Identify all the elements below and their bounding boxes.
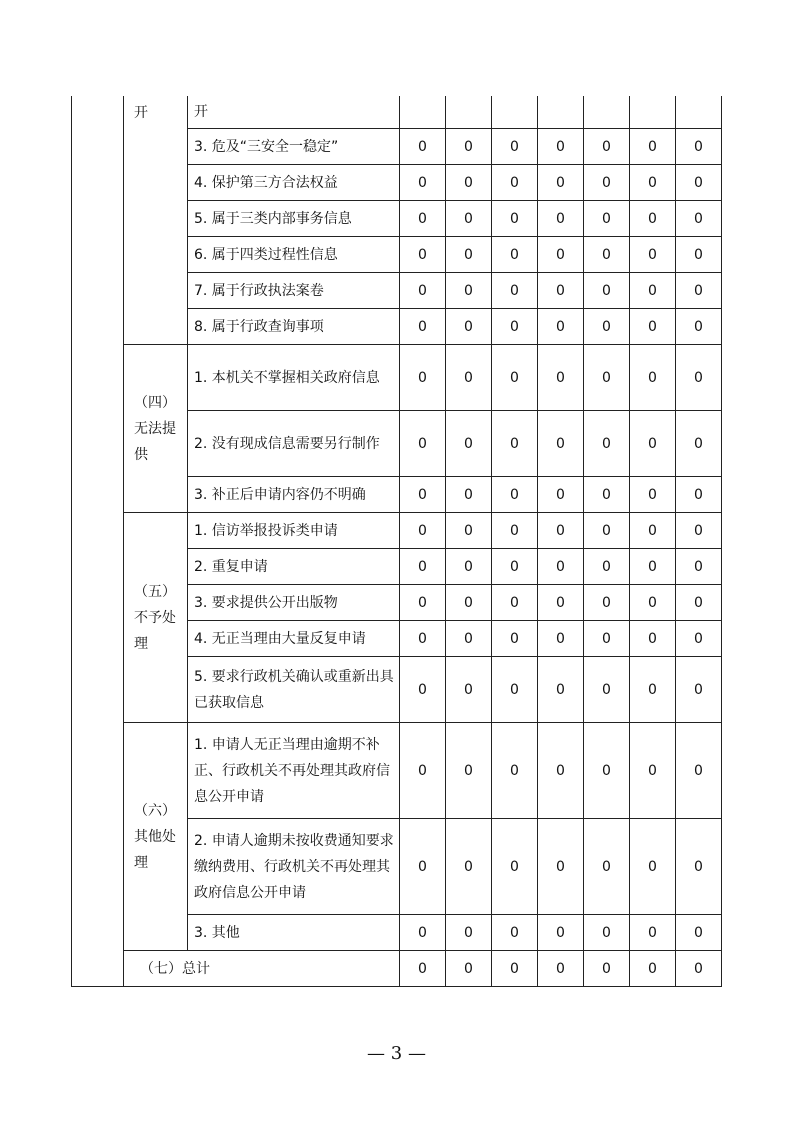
- value-cell: 0: [538, 621, 584, 657]
- value-cell: 0: [492, 723, 538, 819]
- value-cell: 0: [630, 915, 676, 951]
- value-cell: 0: [538, 309, 584, 345]
- item-label: 5. 属于三类内部事务信息: [188, 201, 400, 237]
- value-cell: 0: [538, 513, 584, 549]
- item-label: 1. 信访举报投诉类申请: [188, 513, 400, 549]
- table-row: [72, 951, 722, 987]
- value-cell: 0: [538, 951, 584, 987]
- table-row: [72, 96, 722, 129]
- value-cell: 0: [584, 549, 630, 585]
- value-cell: [538, 96, 584, 129]
- value-cell: 0: [630, 165, 676, 201]
- value-cell: 0: [584, 165, 630, 201]
- value-cell: 0: [400, 585, 446, 621]
- item-label: 开: [188, 96, 400, 129]
- value-cell: 0: [630, 411, 676, 477]
- value-cell: 0: [676, 819, 722, 915]
- value-cell: 0: [492, 477, 538, 513]
- value-cell: 0: [492, 201, 538, 237]
- value-cell: 0: [630, 621, 676, 657]
- value-cell: 0: [538, 345, 584, 411]
- item-label: 4. 保护第三方合法权益: [188, 165, 400, 201]
- item-label: 1. 申请人无正当理由逾期不补正、行政机关不再处理其政府信息公开申请: [188, 723, 400, 819]
- value-cell: 0: [400, 165, 446, 201]
- value-cell: 0: [538, 915, 584, 951]
- value-cell: 0: [584, 723, 630, 819]
- value-cell: 0: [446, 819, 492, 915]
- value-cell: 0: [630, 201, 676, 237]
- value-cell: 0: [400, 621, 446, 657]
- value-cell: 0: [584, 585, 630, 621]
- value-cell: 0: [492, 585, 538, 621]
- value-cell: 0: [538, 549, 584, 585]
- value-cell: 0: [676, 477, 722, 513]
- value-cell: 0: [584, 915, 630, 951]
- value-cell: 0: [630, 549, 676, 585]
- value-cell: 0: [584, 819, 630, 915]
- value-cell: 0: [630, 819, 676, 915]
- value-cell: 0: [446, 513, 492, 549]
- value-cell: 0: [584, 309, 630, 345]
- value-cell: 0: [492, 345, 538, 411]
- value-cell: 0: [400, 513, 446, 549]
- category-cell: （五）不予处理: [124, 513, 188, 723]
- value-cell: 0: [492, 819, 538, 915]
- value-cell: 0: [676, 237, 722, 273]
- value-cell: 0: [538, 129, 584, 165]
- value-cell: 0: [584, 657, 630, 723]
- value-cell: [676, 96, 722, 129]
- value-cell: 0: [538, 585, 584, 621]
- item-label: 2. 重复申请: [188, 549, 400, 585]
- value-cell: 0: [400, 657, 446, 723]
- value-cell: 0: [492, 915, 538, 951]
- value-cell: 0: [538, 477, 584, 513]
- value-cell: 0: [400, 201, 446, 237]
- value-cell: [584, 96, 630, 129]
- value-cell: 0: [492, 237, 538, 273]
- value-cell: 0: [630, 129, 676, 165]
- item-label: 3. 补正后申请内容仍不明确: [188, 477, 400, 513]
- item-label: 5. 要求行政机关确认或重新出具已获取信息: [188, 657, 400, 723]
- value-cell: 0: [676, 309, 722, 345]
- value-cell: 0: [630, 273, 676, 309]
- item-label: 4. 无正当理由大量反复申请: [188, 621, 400, 657]
- value-cell: 0: [446, 657, 492, 723]
- value-cell: 0: [584, 201, 630, 237]
- value-cell: 0: [446, 621, 492, 657]
- value-cell: 0: [538, 723, 584, 819]
- disclosure-statistics-table: [71, 96, 722, 987]
- value-cell: 0: [400, 477, 446, 513]
- value-cell: 0: [538, 819, 584, 915]
- item-label: 3. 危及“三安全一稳定”: [188, 129, 400, 165]
- value-cell: 0: [630, 345, 676, 411]
- value-cell: 0: [446, 915, 492, 951]
- table-row: [72, 723, 722, 819]
- value-cell: 0: [492, 273, 538, 309]
- value-cell: 0: [676, 621, 722, 657]
- value-cell: 0: [492, 549, 538, 585]
- value-cell: 0: [400, 273, 446, 309]
- value-cell: 0: [400, 915, 446, 951]
- value-cell: 0: [538, 165, 584, 201]
- value-cell: 0: [538, 201, 584, 237]
- value-cell: 0: [446, 585, 492, 621]
- value-cell: 0: [676, 345, 722, 411]
- value-cell: 0: [400, 549, 446, 585]
- table-row: [72, 345, 722, 411]
- value-cell: 0: [676, 129, 722, 165]
- item-label: 1. 本机关不掌握相关政府信息: [188, 345, 400, 411]
- value-cell: 0: [538, 273, 584, 309]
- total-label: （七）总计: [124, 951, 400, 987]
- value-cell: 0: [584, 513, 630, 549]
- value-cell: 0: [538, 237, 584, 273]
- value-cell: 0: [676, 951, 722, 987]
- item-label: 8. 属于行政查询事项: [188, 309, 400, 345]
- page-number: — 3 —: [367, 1043, 426, 1064]
- value-cell: 0: [676, 585, 722, 621]
- table-row: [72, 513, 722, 549]
- value-cell: 0: [446, 129, 492, 165]
- value-cell: [630, 96, 676, 129]
- value-cell: 0: [676, 201, 722, 237]
- value-cell: 0: [400, 411, 446, 477]
- value-cell: 0: [584, 273, 630, 309]
- value-cell: 0: [630, 513, 676, 549]
- item-label: 6. 属于四类过程性信息: [188, 237, 400, 273]
- value-cell: 0: [492, 951, 538, 987]
- value-cell: 0: [446, 165, 492, 201]
- value-cell: 0: [630, 237, 676, 273]
- value-cell: 0: [676, 165, 722, 201]
- value-cell: 0: [446, 549, 492, 585]
- value-cell: 0: [630, 951, 676, 987]
- value-cell: 0: [584, 477, 630, 513]
- value-cell: 0: [676, 549, 722, 585]
- outer-category-cell: [72, 96, 124, 987]
- value-cell: 0: [492, 513, 538, 549]
- value-cell: 0: [400, 237, 446, 273]
- category-cell: 开: [124, 96, 188, 345]
- value-cell: 0: [400, 309, 446, 345]
- item-label: 7. 属于行政执法案卷: [188, 273, 400, 309]
- item-label: 2. 没有现成信息需要另行制作: [188, 411, 400, 477]
- value-cell: [400, 96, 446, 129]
- value-cell: 0: [492, 411, 538, 477]
- category-cell: （六）其他处理: [124, 723, 188, 951]
- value-cell: 0: [446, 309, 492, 345]
- value-cell: 0: [400, 345, 446, 411]
- value-cell: 0: [676, 657, 722, 723]
- value-cell: 0: [446, 201, 492, 237]
- value-cell: 0: [446, 951, 492, 987]
- value-cell: 0: [400, 129, 446, 165]
- value-cell: 0: [446, 723, 492, 819]
- value-cell: 0: [584, 621, 630, 657]
- value-cell: 0: [446, 345, 492, 411]
- value-cell: 0: [538, 657, 584, 723]
- value-cell: 0: [584, 951, 630, 987]
- item-label: 3. 其他: [188, 915, 400, 951]
- value-cell: 0: [676, 513, 722, 549]
- value-cell: 0: [446, 273, 492, 309]
- value-cell: 0: [492, 129, 538, 165]
- value-cell: 0: [492, 621, 538, 657]
- value-cell: 0: [538, 411, 584, 477]
- value-cell: 0: [584, 129, 630, 165]
- value-cell: 0: [630, 657, 676, 723]
- value-cell: 0: [492, 165, 538, 201]
- value-cell: 0: [630, 309, 676, 345]
- value-cell: 0: [446, 477, 492, 513]
- item-label: 3. 要求提供公开出版物: [188, 585, 400, 621]
- value-cell: 0: [676, 411, 722, 477]
- value-cell: 0: [630, 477, 676, 513]
- value-cell: [446, 96, 492, 129]
- value-cell: 0: [676, 723, 722, 819]
- value-cell: 0: [584, 345, 630, 411]
- value-cell: 0: [400, 819, 446, 915]
- value-cell: 0: [676, 915, 722, 951]
- value-cell: 0: [584, 237, 630, 273]
- value-cell: 0: [400, 723, 446, 819]
- value-cell: 0: [492, 309, 538, 345]
- value-cell: 0: [630, 723, 676, 819]
- value-cell: [492, 96, 538, 129]
- value-cell: 0: [492, 657, 538, 723]
- value-cell: 0: [446, 411, 492, 477]
- value-cell: 0: [676, 273, 722, 309]
- value-cell: 0: [446, 237, 492, 273]
- value-cell: 0: [400, 951, 446, 987]
- value-cell: 0: [584, 411, 630, 477]
- value-cell: 0: [630, 585, 676, 621]
- item-label: 2. 申请人逾期未按收费通知要求缴纳费用、行政机关不再处理其政府信息公开申请: [188, 819, 400, 915]
- category-cell: （四）无法提供: [124, 345, 188, 513]
